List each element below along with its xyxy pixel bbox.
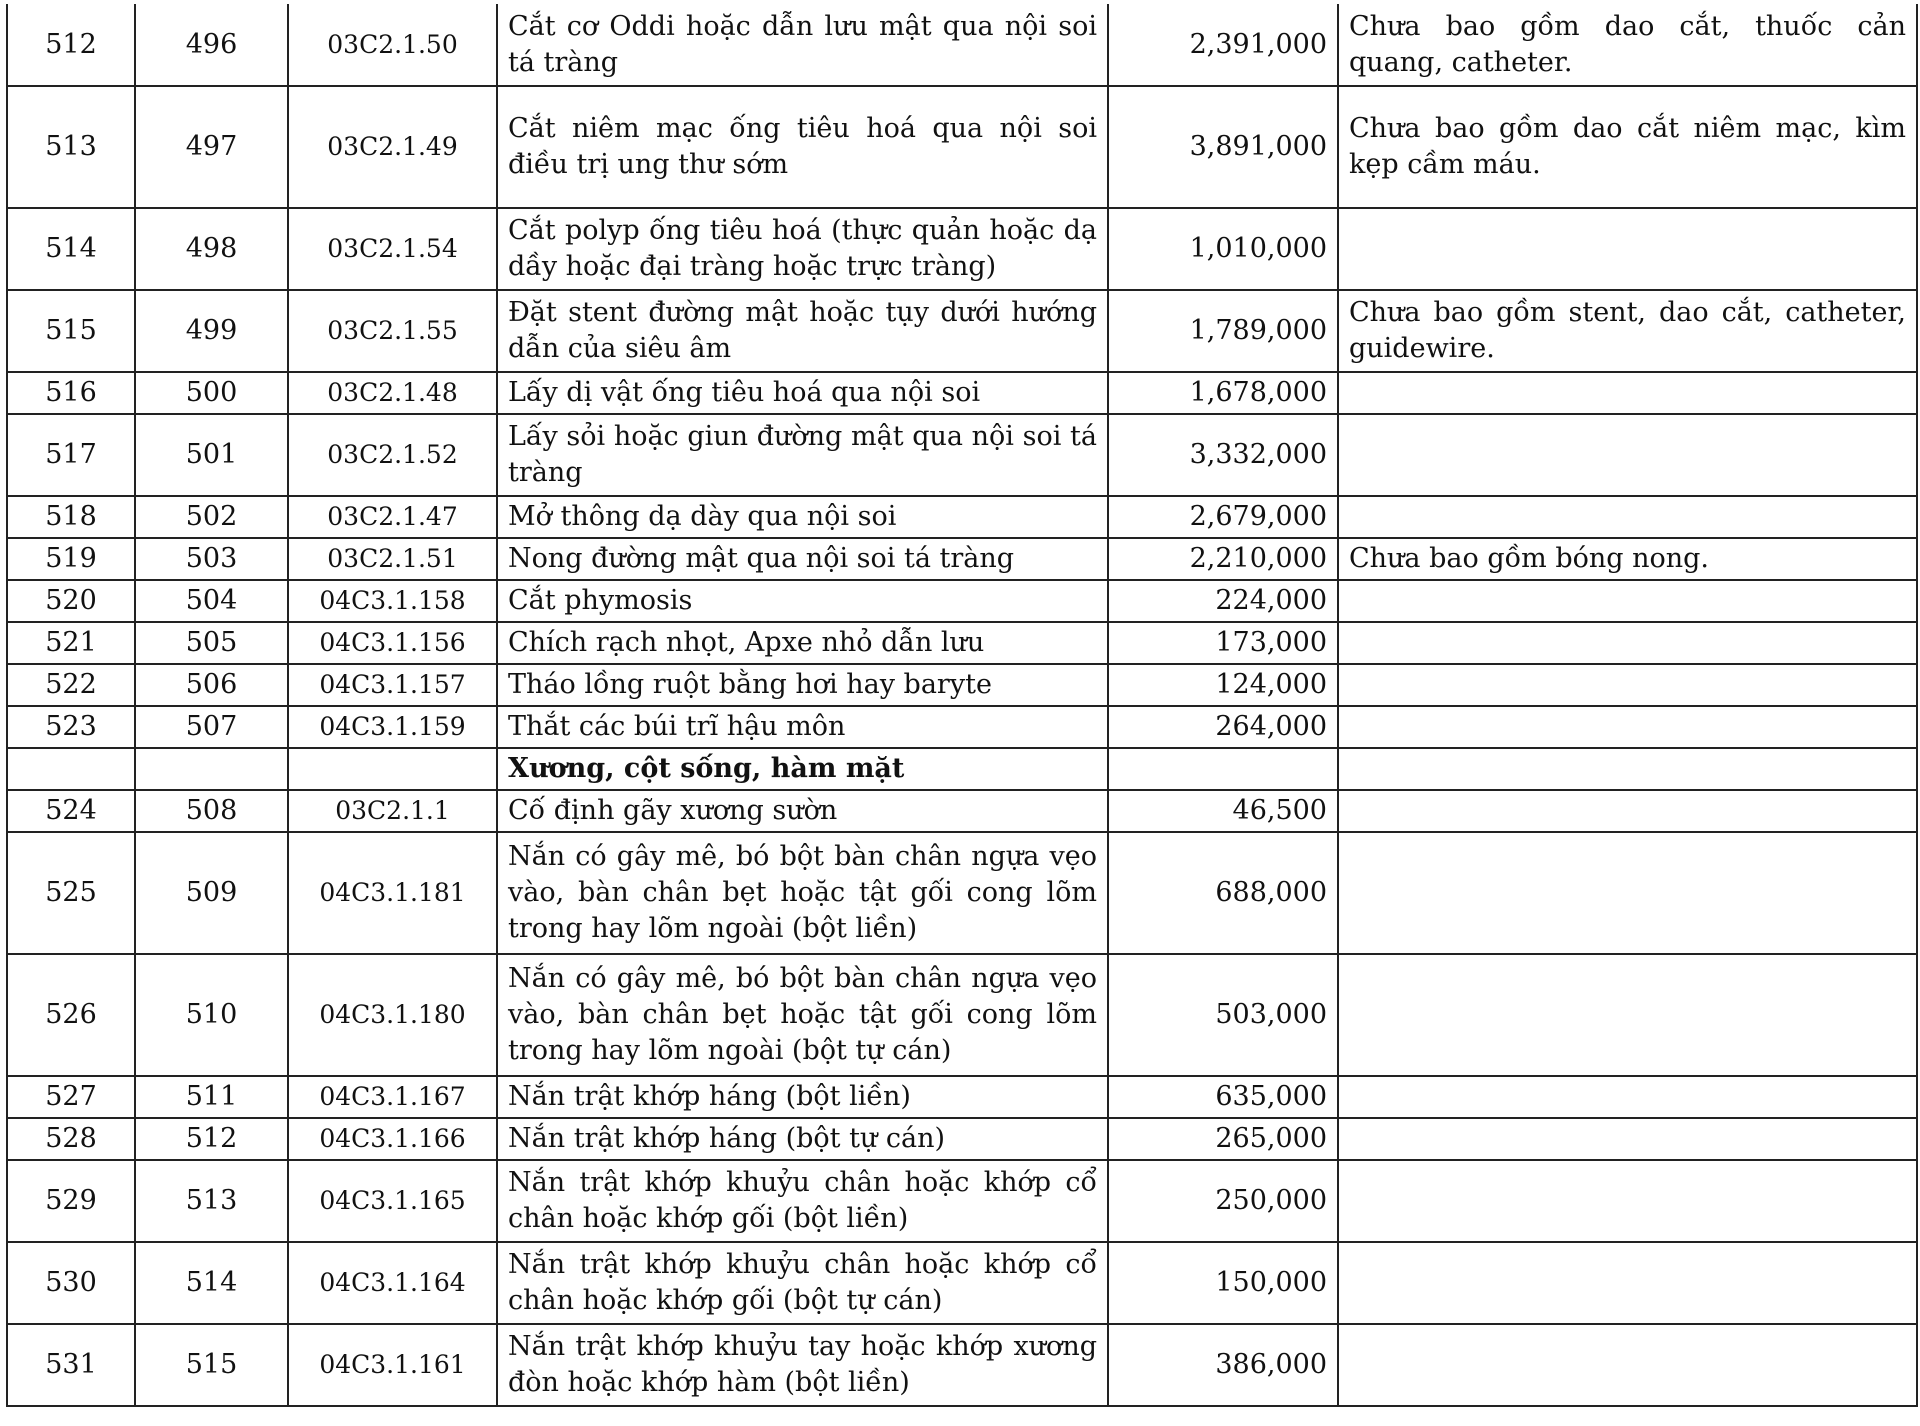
service-name-cell: Đặt stent đường mật hoặc tụy dưới hướng dẫn của siêu âm xyxy=(497,290,1108,372)
item-number-cell: 507 xyxy=(135,706,288,748)
row-number-cell: 514 xyxy=(7,208,135,290)
item-number-cell: 497 xyxy=(135,86,288,208)
table-row xyxy=(7,1160,1917,1242)
service-price-cell: 1,678,000 xyxy=(1108,372,1338,414)
table-row xyxy=(7,1324,1917,1406)
row-number-cell: 531 xyxy=(7,1324,135,1406)
service-code-cell: 04C3.1.161 xyxy=(288,1324,497,1406)
service-note-cell xyxy=(1338,622,1917,664)
item-number-cell: 508 xyxy=(135,790,288,832)
row-number-cell: 526 xyxy=(7,954,135,1076)
service-code-cell: 04C3.1.166 xyxy=(288,1118,497,1160)
item-number-cell: 499 xyxy=(135,290,288,372)
row-number-cell: 521 xyxy=(7,622,135,664)
service-price-cell: 46,500 xyxy=(1108,790,1338,832)
table-row xyxy=(7,414,1917,496)
item-number-cell: 502 xyxy=(135,496,288,538)
service-note-cell xyxy=(1338,208,1917,290)
row-number-cell: 513 xyxy=(7,86,135,208)
item-number-cell: 498 xyxy=(135,208,288,290)
service-price-cell: 1,789,000 xyxy=(1108,290,1338,372)
service-note-cell xyxy=(1338,832,1917,954)
table-row xyxy=(7,86,1917,208)
service-name-cell: Chích rạch nhọt, Apxe nhỏ dẫn lưu xyxy=(497,622,1108,664)
service-name-cell: Lấy dị vật ống tiêu hoá qua nội soi xyxy=(497,372,1108,414)
service-price-cell: 3,891,000 xyxy=(1108,86,1338,208)
service-note-cell xyxy=(1338,664,1917,706)
service-price-cell: 503,000 xyxy=(1108,954,1338,1076)
table-row xyxy=(7,496,1917,538)
service-name-cell: Cắt niêm mạc ống tiêu hoá qua nội soi điều trị ung thư sớm xyxy=(497,86,1108,208)
table-body xyxy=(7,4,1917,1406)
service-code-cell: 04C3.1.159 xyxy=(288,706,497,748)
service-name-cell: Tháo lồng ruột bằng hơi hay baryte xyxy=(497,664,1108,706)
item-number-cell: 512 xyxy=(135,1118,288,1160)
table-row xyxy=(7,832,1917,954)
service-code-cell: 03C2.1.52 xyxy=(288,414,497,496)
service-price-cell: 173,000 xyxy=(1108,622,1338,664)
service-note-cell: Chưa bao gồm dao cắt, thuốc cản quang, catheter. xyxy=(1338,4,1917,86)
item-number-cell: 496 xyxy=(135,4,288,86)
item-number-cell: 510 xyxy=(135,954,288,1076)
service-name-cell: Nắn trật khớp khuỷu chân hoặc khớp cổ chân hoặc khớp gối (bột liền) xyxy=(497,1160,1108,1242)
item-number-cell: 504 xyxy=(135,580,288,622)
service-note-cell xyxy=(1338,706,1917,748)
service-name-cell: Cố định gãy xương sườn xyxy=(497,790,1108,832)
row-number-cell: 520 xyxy=(7,580,135,622)
service-code-cell: 04C3.1.180 xyxy=(288,954,497,1076)
table-row xyxy=(7,1076,1917,1118)
service-price-cell: 2,679,000 xyxy=(1108,496,1338,538)
item-number-cell: 506 xyxy=(135,664,288,706)
service-name-cell: Mở thông dạ dày qua nội soi xyxy=(497,496,1108,538)
item-number-cell: 511 xyxy=(135,1076,288,1118)
item-number-cell: 515 xyxy=(135,1324,288,1406)
table-row xyxy=(7,538,1917,580)
row-number-cell: 518 xyxy=(7,496,135,538)
service-note-cell xyxy=(1338,748,1917,790)
service-price-cell: 3,332,000 xyxy=(1108,414,1338,496)
table-row xyxy=(7,664,1917,706)
table-row xyxy=(7,290,1917,372)
service-note-cell xyxy=(1338,1242,1917,1324)
service-note-cell xyxy=(1338,1324,1917,1406)
service-price-cell: 150,000 xyxy=(1108,1242,1338,1324)
service-code-cell: 04C3.1.157 xyxy=(288,664,497,706)
service-price-cell: 386,000 xyxy=(1108,1324,1338,1406)
service-code-cell: 03C2.1.55 xyxy=(288,290,497,372)
service-name-cell: Thắt các búi trĩ hậu môn xyxy=(497,706,1108,748)
service-price-cell: 1,010,000 xyxy=(1108,208,1338,290)
service-name-cell: Nắn có gây mê, bó bột bàn chân ngựa vẹo vào, bàn chân bẹt hoặc tật gối cong lõm trong hay lõm ngoài (bột liền) xyxy=(497,832,1108,954)
service-note-cell xyxy=(1338,790,1917,832)
table-row xyxy=(7,1118,1917,1160)
service-name-cell: Cắt polyp ống tiêu hoá (thực quản hoặc dạ dầy hoặc đại tràng hoặc trực tràng) xyxy=(497,208,1108,290)
table-row xyxy=(7,706,1917,748)
service-name-cell: Xương, cột sống, hàm mặt xyxy=(497,748,1108,790)
service-code-cell: 03C2.1.47 xyxy=(288,496,497,538)
service-note-cell xyxy=(1338,580,1917,622)
row-number-cell: 525 xyxy=(7,832,135,954)
service-name-cell: Cắt cơ Oddi hoặc dẫn lưu mật qua nội soi tá tràng xyxy=(497,4,1108,86)
row-number-cell: 519 xyxy=(7,538,135,580)
row-number-cell: 515 xyxy=(7,290,135,372)
row-number-cell: 530 xyxy=(7,1242,135,1324)
table-row xyxy=(7,790,1917,832)
row-number-cell: 512 xyxy=(7,4,135,86)
row-number-cell xyxy=(7,748,135,790)
service-note-cell xyxy=(1338,496,1917,538)
service-price-cell: 124,000 xyxy=(1108,664,1338,706)
row-number-cell: 529 xyxy=(7,1160,135,1242)
item-number-cell: 501 xyxy=(135,414,288,496)
service-code-cell: 04C3.1.156 xyxy=(288,622,497,664)
service-price-cell: 265,000 xyxy=(1108,1118,1338,1160)
service-note-cell xyxy=(1338,1076,1917,1118)
service-code-cell xyxy=(288,748,497,790)
service-price-cell xyxy=(1108,748,1338,790)
table-row xyxy=(7,4,1917,86)
service-code-cell: 04C3.1.165 xyxy=(288,1160,497,1242)
row-number-cell: 523 xyxy=(7,706,135,748)
row-number-cell: 527 xyxy=(7,1076,135,1118)
table-row xyxy=(7,580,1917,622)
service-price-cell: 264,000 xyxy=(1108,706,1338,748)
service-note-cell xyxy=(1338,1160,1917,1242)
service-name-cell: Nắn có gây mê, bó bột bàn chân ngựa vẹo vào, bàn chân bẹt hoặc tật gối cong lõm trong hay lõm ngoài (bột tự cán) xyxy=(497,954,1108,1076)
service-code-cell: 04C3.1.158 xyxy=(288,580,497,622)
service-code-cell: 03C2.1.50 xyxy=(288,4,497,86)
table-row xyxy=(7,954,1917,1076)
service-name-cell: Nong đường mật qua nội soi tá tràng xyxy=(497,538,1108,580)
service-name-cell: Nắn trật khớp khuỷu chân hoặc khớp cổ chân hoặc khớp gối (bột tự cán) xyxy=(497,1242,1108,1324)
service-code-cell: 04C3.1.167 xyxy=(288,1076,497,1118)
service-code-cell: 04C3.1.164 xyxy=(288,1242,497,1324)
row-number-cell: 516 xyxy=(7,372,135,414)
service-price-cell: 688,000 xyxy=(1108,832,1338,954)
service-code-cell: 03C2.1.51 xyxy=(288,538,497,580)
service-note-cell xyxy=(1338,1118,1917,1160)
item-number-cell xyxy=(135,748,288,790)
service-code-cell: 03C2.1.49 xyxy=(288,86,497,208)
service-note-cell: Chưa bao gồm dao cắt niêm mạc, kìm kẹp cầm máu. xyxy=(1338,86,1917,208)
item-number-cell: 503 xyxy=(135,538,288,580)
service-price-cell: 2,210,000 xyxy=(1108,538,1338,580)
item-number-cell: 509 xyxy=(135,832,288,954)
item-number-cell: 514 xyxy=(135,1242,288,1324)
service-price-cell: 2,391,000 xyxy=(1108,4,1338,86)
service-name-cell: Lấy sỏi hoặc giun đường mật qua nội soi tá tràng xyxy=(497,414,1108,496)
item-number-cell: 513 xyxy=(135,1160,288,1242)
service-note-cell xyxy=(1338,954,1917,1076)
service-name-cell: Nắn trật khớp háng (bột liền) xyxy=(497,1076,1108,1118)
service-code-cell: 03C2.1.54 xyxy=(288,208,497,290)
item-number-cell: 505 xyxy=(135,622,288,664)
service-price-cell: 224,000 xyxy=(1108,580,1338,622)
table-row xyxy=(7,622,1917,664)
row-number-cell: 528 xyxy=(7,1118,135,1160)
service-note-cell: Chưa bao gồm bóng nong. xyxy=(1338,538,1917,580)
service-note-cell xyxy=(1338,414,1917,496)
row-number-cell: 524 xyxy=(7,790,135,832)
service-code-cell: 03C2.1.1 xyxy=(288,790,497,832)
section-header-row xyxy=(7,748,1917,790)
service-code-cell: 04C3.1.181 xyxy=(288,832,497,954)
service-name-cell: Nắn trật khớp khuỷu tay hoặc khớp xương đòn hoặc khớp hàm (bột liền) xyxy=(497,1324,1108,1406)
service-note-cell xyxy=(1338,372,1917,414)
item-number-cell: 500 xyxy=(135,372,288,414)
service-name-cell: Cắt phymosis xyxy=(497,580,1108,622)
service-code-cell: 03C2.1.48 xyxy=(288,372,497,414)
table-row xyxy=(7,1242,1917,1324)
service-note-cell: Chưa bao gồm stent, dao cắt, catheter, guidewire. xyxy=(1338,290,1917,372)
row-number-cell: 522 xyxy=(7,664,135,706)
table-row xyxy=(7,208,1917,290)
table-row xyxy=(7,372,1917,414)
service-price-cell: 250,000 xyxy=(1108,1160,1338,1242)
price-table xyxy=(6,4,1918,1407)
row-number-cell: 517 xyxy=(7,414,135,496)
service-price-cell: 635,000 xyxy=(1108,1076,1338,1118)
service-name-cell: Nắn trật khớp háng (bột tự cán) xyxy=(497,1118,1108,1160)
